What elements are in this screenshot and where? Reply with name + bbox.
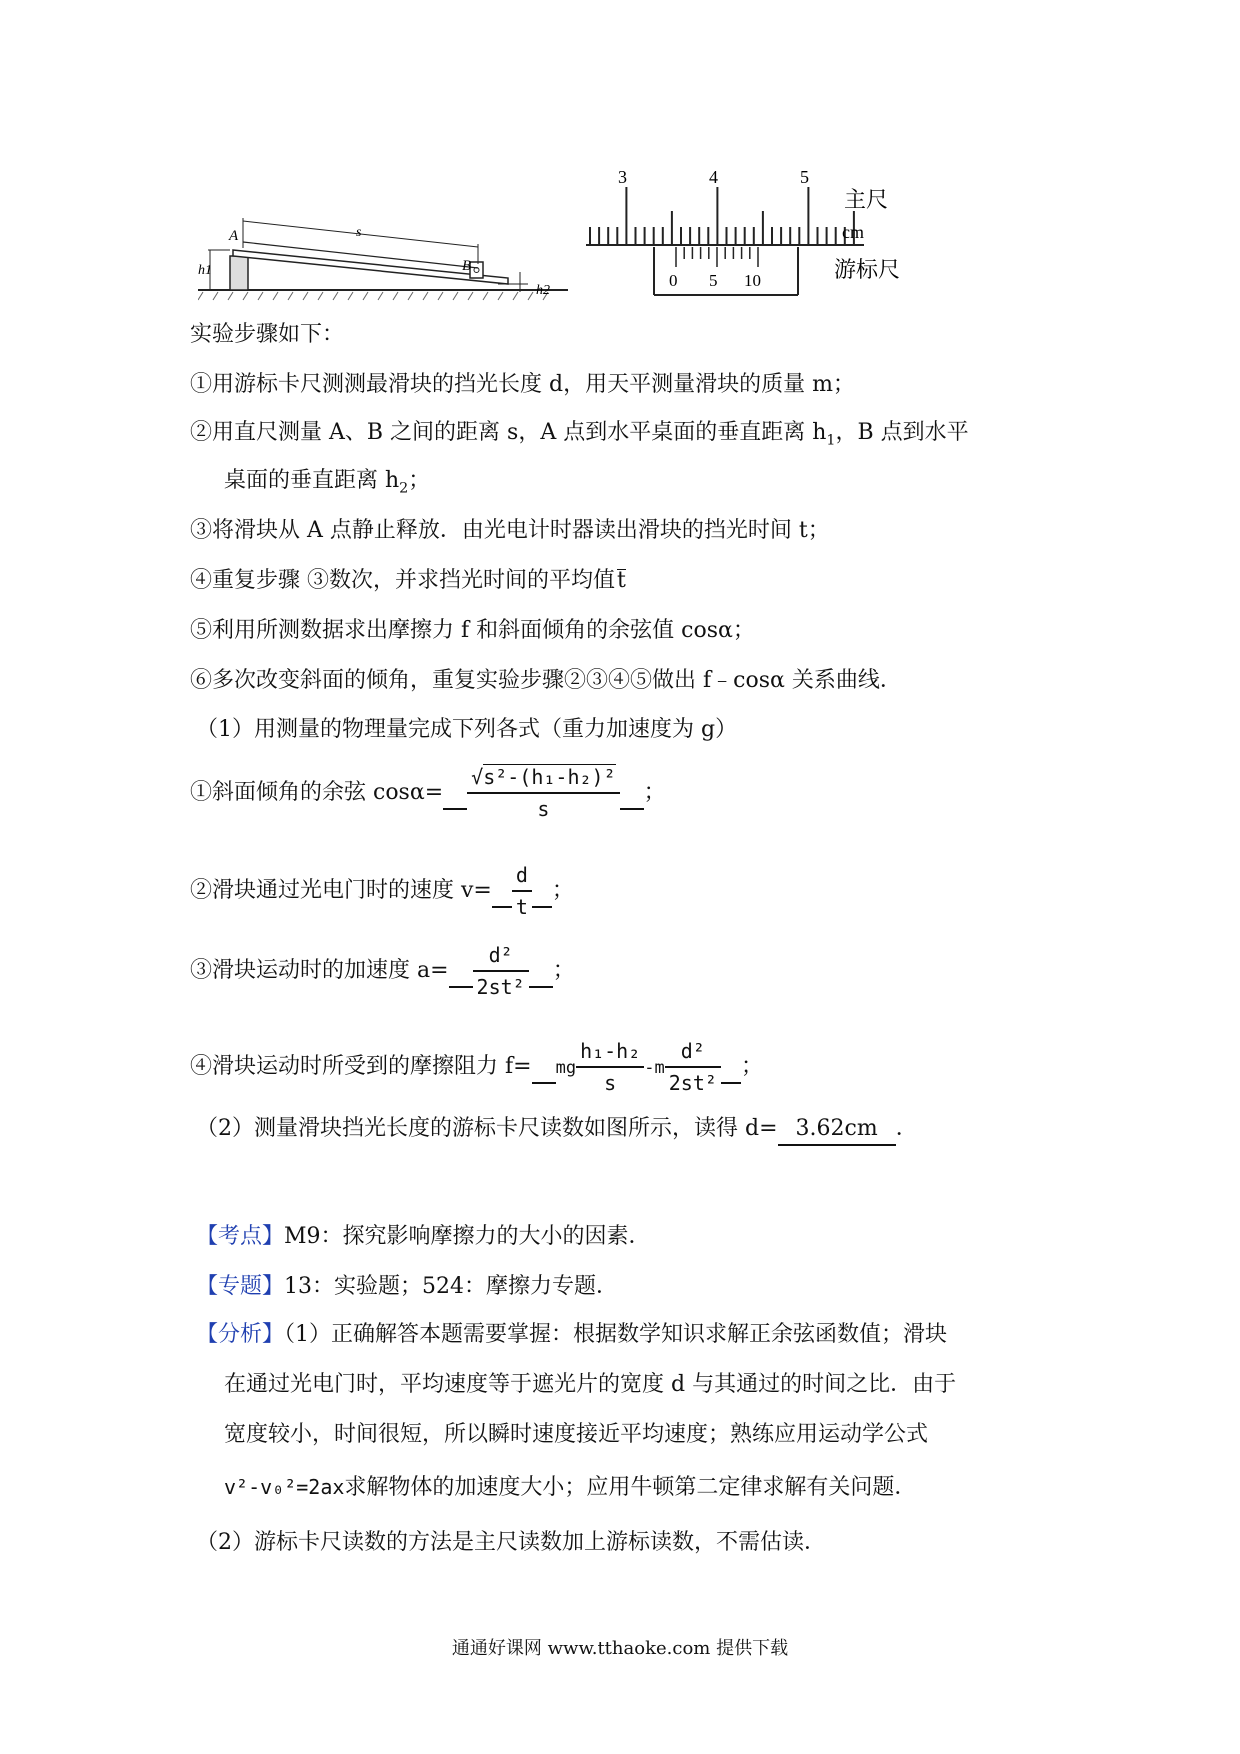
label-h1: h1 [198,263,212,278]
footer-text: 通通好课网 www.tthaoke.com 提供下载 [451,1638,789,1659]
step-6: ⑥多次改变斜面的倾角，重复实验步骤②③④⑤做出 f﹣cosα 关系曲线． [190,668,902,693]
fenxi-row-2: 在通过光电门时，平均速度等于遮光片的宽度 d 与其通过的时间之比．由于 [224,1372,957,1397]
zhuanti-row: 【专题】13：实验题；524：摩擦力专题． [196,1274,619,1299]
fenxi-row-5: （2）游标卡尺读数的方法是主尺读数加上游标读数，不需估读． [196,1530,826,1555]
label-B: B [462,258,472,274]
unit-label: cm [842,222,864,242]
step-5: ⑤利用所测数据求出摩擦力 f 和斜面倾角的余弦值 cosα； [190,618,755,643]
label-h2: h2 [536,283,550,298]
label-s: s [356,225,362,240]
main-scale-label: 主尺 [844,188,889,213]
vernier-tick-label-0: 0 [669,271,678,290]
steps-intro: 实验步骤如下： [190,322,345,347]
main-tick-label-4: 4 [709,167,718,187]
kaodian-row: 【考点】M9：探究影响摩擦力的大小的因素． [196,1224,651,1249]
vernier-tick-label-10: 10 [744,271,761,290]
step-4: ④重复步骤 ③数次，并求挡光时间的平均值t [190,568,626,593]
fenxi-row-4: v²-v₀²=2ax求解物体的加速度大小；应用牛顿第二定律求解有关问题． [224,1475,917,1500]
q1-cos-row: ①斜面倾角的余弦 cosα= $\frac{\text{√s²-(h₁-h₂)²}}{s}$ ； [190,762,666,824]
vernier-tick-label-5: 5 [709,271,718,290]
vernier-scale-label: 游标尺 [834,258,901,283]
fenxi-row-3: 宽度较小，时间很短，所以瞬时速度接近平均速度；熟练应用运动学公式 [224,1422,929,1447]
step-1: ①用游标卡尺测测最滑块的挡光长度 d，用天平测量滑块的质量 m； [190,372,855,397]
main-tick-label-3: 3 [618,167,627,187]
q2-row: （2）测量滑块挡光长度的游标卡尺读数如图所示，读得 d= 3.62cm ． [196,1114,918,1146]
step-3: ③将滑块从 A 点静止释放．由光电计时器读出滑块的挡光时间 t； [190,518,830,543]
q1-velocity-row: ②滑块通过光电门时的速度 v= $\frac{d}{t}$ ； [190,860,574,922]
step-2-cont: 桌面的垂直距离 $h_2$； [224,468,431,497]
q1-friction-row: ④滑块运动时所受到的摩擦阻力 f= mg $\frac{\text{h₁-h₂}}{s}$ -m $\frac{\text{d²}}{\text{2st²}}$ ； [190,1036,763,1098]
fenxi-row-1: 【分析】（1）正确解答本题需要掌握：根据数学知识求解正余弦函数值；滑块 [196,1322,948,1347]
main-tick-label-5: 5 [800,167,809,187]
q1-title: （1）用测量的物理量完成下列各式（重力加速度为 g） [196,717,738,742]
incline-figure [198,200,568,305]
step-2: ②用直尺测量 A、B 之间的距离 s，A 点到水平桌面的垂直距离 $h_1$，B 点到水平 [190,420,969,449]
label-A: A [229,228,239,244]
vernier-caliper-figure [586,165,916,300]
q1-acceleration-row: ③滑块运动时的加速度 a= $\frac{\text{d²}}{\text{2st²}}$ ； [190,940,575,1002]
